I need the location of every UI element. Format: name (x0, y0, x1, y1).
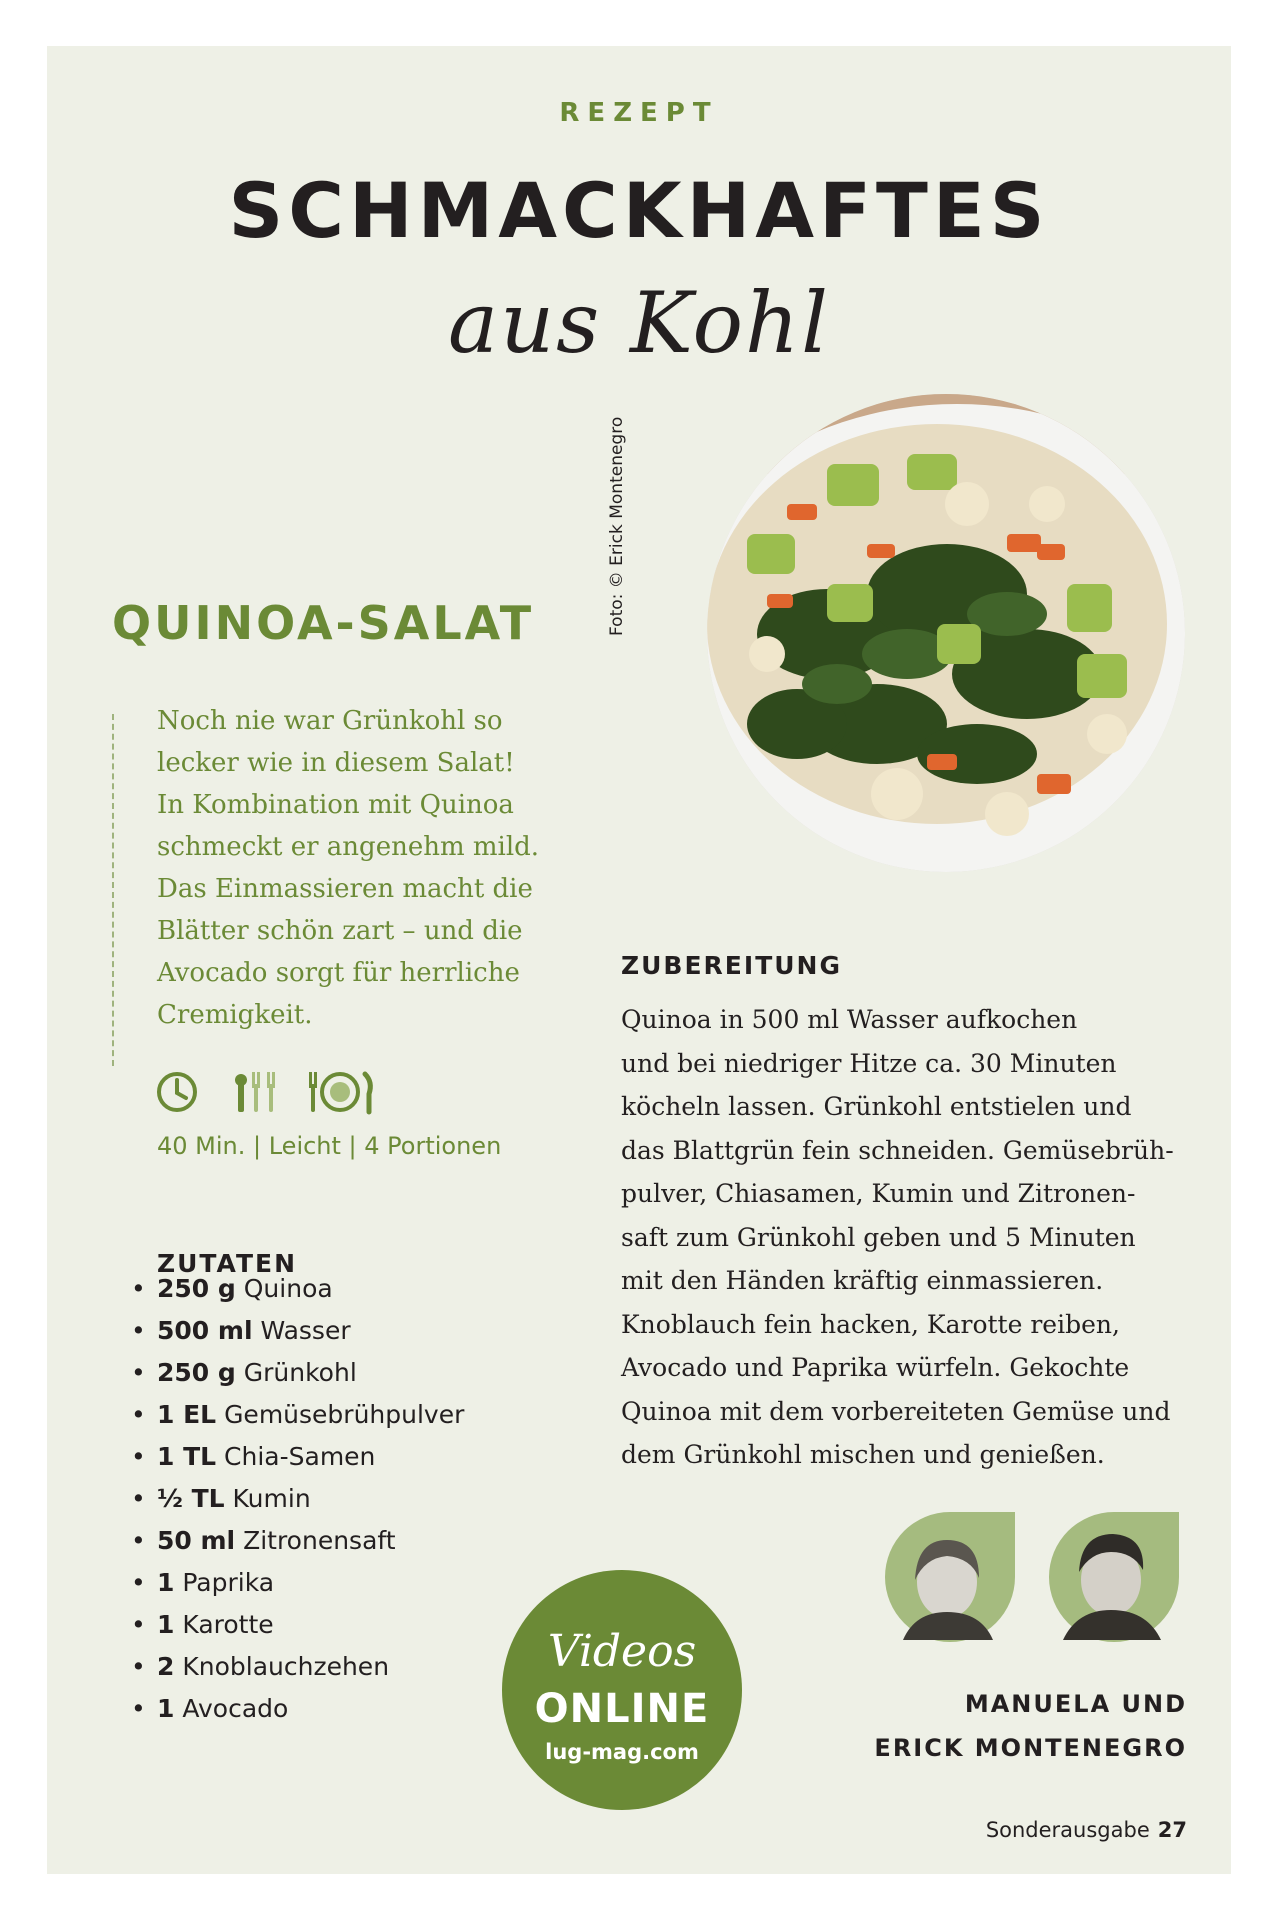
intro-line: Avocado sorgt für herrliche (157, 958, 520, 988)
ingredient-name: Avocado (182, 1694, 289, 1723)
list-item: • ½ TL Kumin (131, 1484, 311, 1513)
prep-line: köcheln lassen. Grünkohl entstielen und (621, 1092, 1132, 1121)
magazine-page (47, 46, 1231, 1874)
badge-url: lug-mag.com (545, 1740, 699, 1764)
preparation-heading: ZUBEREITUNG (621, 951, 842, 980)
ingredients-heading: ZUTATEN (157, 1249, 298, 1278)
ingredient-name: Quinoa (243, 1274, 333, 1303)
ingredient-name: Kumin (232, 1484, 311, 1513)
ingredient-qty: 500 ml (157, 1316, 253, 1345)
prep-line: mit den Händen kräftig einmassieren. (621, 1266, 1104, 1295)
list-item: • 1 Karotte (131, 1610, 274, 1639)
authors (857, 1682, 1187, 1770)
badge-title: ONLINE (534, 1686, 710, 1732)
ingredient-name: Chia-Samen (224, 1442, 376, 1471)
prep-line: Knoblauch fein hacken, Karotte reiben, (621, 1309, 1120, 1339)
page-title: SCHMACKHAFTES (228, 166, 1050, 255)
ingredient-qty: 1 TL (157, 1442, 217, 1471)
intro-line: Das Einmassieren macht die (157, 874, 533, 904)
prep-line: das Blattgrün fein schneiden. Gemüsebrüh- (621, 1135, 1174, 1165)
section-kicker: REZEPT (559, 98, 719, 128)
prep-line: pulver, Chiasamen, Kumin und Zitronen- (621, 1179, 1136, 1208)
author-portrait-manuela (885, 1512, 1015, 1642)
list-item: • 1 TL Chia-Samen (131, 1442, 376, 1471)
ingredient-qty: 1 (157, 1610, 175, 1639)
ingredients-list (119, 1268, 464, 1730)
recipe-intro (157, 700, 587, 1036)
clock-icon (159, 1074, 195, 1110)
list-item: • 250 g Quinoa (131, 1274, 333, 1303)
list-item: • 500 ml Wasser (131, 1316, 351, 1345)
authors-line: ERICK MONTENEGRO (874, 1734, 1187, 1762)
intro-line: In Kombination mit Quinoa (157, 790, 514, 820)
list-item: • 1 Avocado (131, 1694, 289, 1723)
intro-divider (112, 714, 114, 1066)
ingredient-qty: 2 (157, 1652, 175, 1681)
ingredient-qty: 50 ml (157, 1526, 236, 1555)
ingredient-name: Wasser (260, 1316, 351, 1345)
prep-line: dem Grünkohl mischen und genießen. (621, 1440, 1105, 1469)
preparation-text (621, 998, 1191, 1477)
ingredient-name: Grünkohl (243, 1358, 357, 1387)
videos-online-badge[interactable] (502, 1570, 742, 1810)
recipe-icons (155, 1068, 395, 1122)
intro-line: Cremigkeit. (157, 1000, 313, 1030)
prep-line: Quinoa in 500 ml Wasser aufkochen (621, 1005, 1078, 1034)
intro-line: schmeckt er angenehm mild. (157, 832, 540, 862)
plate-icon (309, 1072, 370, 1112)
badge-script: Videos (547, 1626, 697, 1677)
cutlery-icon (235, 1072, 275, 1112)
prep-line: Quinoa mit dem vorbereiteten Gemüse und (621, 1396, 1171, 1426)
prep-line: und bei niedriger Hitze ca. 30 Minuten (621, 1048, 1117, 1078)
list-item: • 1 EL Gemüsebrühpulver (131, 1400, 465, 1429)
footer-label: Sonderausgabe (985, 1818, 1150, 1842)
ingredient-name: Zitronensaft (243, 1526, 396, 1555)
ingredient-name: Gemüsebrühpulver (224, 1400, 465, 1429)
prep-line: saft zum Grünkohl geben und 5 Minuten (621, 1222, 1136, 1252)
list-item: • 1 Paprika (131, 1568, 275, 1597)
ingredient-qty: 250 g (157, 1274, 236, 1303)
list-item: • 2 Knoblauchzehen (131, 1652, 390, 1681)
recipe-title: QUINOA-SALAT (112, 596, 535, 650)
ingredient-name: Paprika (182, 1568, 275, 1597)
intro-line: Noch nie war Grünkohl so (157, 706, 503, 736)
page-number: 27 (1157, 1818, 1187, 1842)
ingredient-name: Knoblauchzehen (182, 1652, 390, 1681)
authors-line: MANUELA UND (964, 1690, 1187, 1718)
prep-line: Avocado und Paprika würfeln. Gekochte (621, 1353, 1130, 1382)
ingredient-qty: 250 g (157, 1358, 236, 1387)
author-portrait-erick (1049, 1512, 1179, 1642)
ingredient-qty: 1 (157, 1568, 175, 1597)
salad-photo (707, 394, 1185, 872)
list-item: • 50 ml Zitronensaft (131, 1526, 396, 1555)
ingredient-name: Karotte (182, 1610, 274, 1639)
page-footer (897, 1818, 1187, 1842)
photo-credit: Foto: © Erick Montenegro (607, 416, 627, 636)
intro-line: Blätter schön zart – und die (157, 916, 523, 946)
ingredient-qty: 1 (157, 1694, 175, 1723)
ingredient-qty: 1 EL (157, 1400, 217, 1429)
intro-line: lecker wie in diesem Salat! (157, 748, 515, 778)
page-subtitle: aus Kohl (447, 274, 831, 372)
ingredient-qty: ½ TL (157, 1484, 225, 1513)
list-item: • 250 g Grünkohl (131, 1358, 357, 1387)
recipe-meta: 40 Min. | Leicht | 4 Portionen (157, 1132, 502, 1160)
